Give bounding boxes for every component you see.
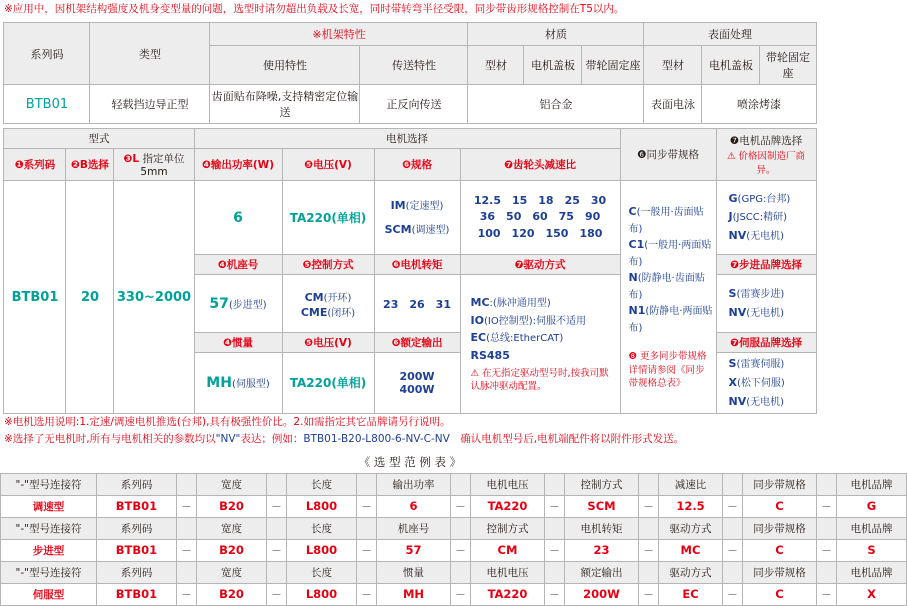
label-voltage-2: ❺电压(V)	[282, 333, 374, 353]
value-torque: 23 26 31	[374, 275, 460, 333]
sep-h3-3	[357, 561, 377, 583]
sep-h3-8	[817, 561, 837, 583]
sample-row-label-3: 伺服型	[1, 583, 97, 605]
col-transfer-feature: 传送特性	[360, 46, 468, 85]
col-surface-cover: 电机盖板	[702, 46, 760, 85]
label-length-sup: ❸L	[123, 153, 140, 166]
col-material-profile: 型材	[468, 46, 524, 85]
sample-v3-c7: EC	[659, 583, 723, 605]
dash-2-5: －	[545, 539, 565, 561]
dash-3-1: －	[177, 583, 197, 605]
dash-1-6: －	[639, 495, 659, 517]
dash-2-8: －	[817, 539, 837, 561]
value-length: 330~2000	[114, 181, 194, 414]
sep-h1-8	[817, 473, 837, 495]
label-torque: ❻电机转矩	[374, 255, 460, 275]
servo-s: S	[728, 357, 737, 371]
servo-s-sub: (雷赛伺服)	[736, 359, 785, 371]
col-material-base: 带轮固定座	[582, 46, 644, 85]
sample-h2-c1: 系列码	[97, 517, 177, 539]
sample-v3-c5: TA220	[471, 583, 545, 605]
group-motor-brand-note: ⚠ 价格因制造厂商异。	[726, 151, 806, 177]
label-drive-mode: ❼驱动方式	[460, 255, 620, 275]
value-frame-no	[194, 275, 282, 333]
value-belt-spec	[620, 181, 716, 414]
sample-row-label-1: 调速型	[1, 495, 97, 517]
sample-h2-c9: 电机品牌	[837, 517, 907, 539]
drive-mc-sub: :(脉冲通用型)	[489, 298, 551, 310]
sep-h2-3	[357, 517, 377, 539]
ctrl-cme: CME	[300, 305, 328, 319]
sample-h2-c5: 控制方式	[471, 517, 545, 539]
value-series-code-2: BTB01	[4, 181, 66, 414]
ctrl-cme-sub: (闭环)	[327, 307, 356, 319]
sample-h1-c4: 输出功率	[377, 473, 451, 495]
sample-h3-c6: 额定输出	[565, 561, 639, 583]
sample-h2-c3: 长度	[287, 517, 357, 539]
value-motor-brand	[716, 181, 816, 255]
dash-3-5: －	[545, 583, 565, 605]
note-nv-token: "NV"	[215, 433, 241, 446]
sample-v2-c8: C	[743, 539, 817, 561]
value-surface-profile: 表面电泳	[644, 85, 702, 124]
ratio-row-1: 12.5 15 18 25 30	[473, 193, 607, 207]
label-length	[114, 149, 194, 181]
belt-n-sub: (防静电·齿面贴布)	[628, 273, 705, 301]
sample-h3-c4: 惯量	[377, 561, 451, 583]
belt-c: C	[628, 205, 637, 219]
sep-h3-1	[177, 561, 197, 583]
sample-connector-label-2: "-"型号连接符	[1, 517, 97, 539]
spec-table	[3, 22, 816, 124]
note-nv-pre: ※选择了无电机时,所有与电机相关的参数均以	[4, 433, 216, 446]
drive-io: IO	[470, 313, 484, 327]
sample-v2-c5: CM	[471, 539, 545, 561]
sep-h1-5	[545, 473, 565, 495]
note-nv	[4, 431, 820, 448]
drive-ec: EC	[470, 331, 487, 345]
sample-connector-label-3: "-"型号连接符	[1, 561, 97, 583]
servo-nv: NV	[728, 394, 747, 408]
note-nv-mid: 表达；例如：	[240, 433, 304, 446]
label-frame-no: ❹机座号	[194, 255, 282, 275]
drive-rs: RS485	[470, 348, 510, 362]
label-length-unit: 指定单位5mm	[140, 153, 185, 179]
servo-x-sub: (松下伺服)	[737, 377, 785, 389]
sample-h3-c1: 系列码	[97, 561, 177, 583]
value-drive-mode	[460, 275, 620, 413]
dash-2-2: －	[267, 539, 287, 561]
drive-mc: MC	[470, 296, 490, 310]
frame-no-sub: (步进型)	[228, 299, 267, 311]
sample-v3-c9: X	[837, 583, 907, 605]
label-control-mode: ❺控制方式	[282, 255, 374, 275]
sample-v1-c9: G	[837, 495, 907, 517]
belt-more-note: ❽ 更多同步带规格详情请参阅《同步带规格总表》	[628, 351, 707, 389]
sep-h1-7	[723, 473, 743, 495]
sample-v3-c4: MH	[377, 583, 451, 605]
sample-v3-c6: 200W	[565, 583, 639, 605]
note-nv-model: BTB01-B20-L800-6-NV-C-NV	[303, 433, 450, 446]
sep-h2-2	[267, 517, 287, 539]
drive-warning: ⚠ 在无指定驱动型号时,按我司默认脉冲驱动配置。	[470, 367, 609, 392]
dash-2-4: －	[451, 539, 471, 561]
value-gear-ratios	[460, 181, 620, 255]
sample-h3-c7: 驱动方式	[659, 561, 723, 583]
sep-h3-6	[639, 561, 659, 583]
col-surface-profile: 型材	[644, 46, 702, 85]
sample-v1-c1: BTB01	[97, 495, 177, 517]
group-belt-spec: ❻同步带规格	[620, 129, 716, 181]
sample-v3-c3: L800	[287, 583, 357, 605]
sep-h3-7	[723, 561, 743, 583]
stepper-nv: NV	[728, 305, 747, 319]
brand-g-sub: (GPG:台邦)	[737, 193, 791, 205]
top-note: ※应用中，因机架结构强度及机身变型量的问题，选型时请勿超出负载及长宽，同时带转弯半径受限，同步带齿形规格控制在T5以内。	[4, 3, 625, 15]
note-motor	[4, 414, 820, 431]
brand-j-sub: (JSCC:精研)	[732, 212, 788, 224]
rated-1: 200W	[399, 369, 435, 383]
sample-v3-c8: C	[743, 583, 817, 605]
servo-nv-sub: (无电机)	[746, 396, 785, 408]
sample-v2-c3: L800	[287, 539, 357, 561]
sample-v1-c7: 12.5	[659, 495, 723, 517]
dash-3-7: －	[723, 583, 743, 605]
sample-h1-c9: 电机品牌	[837, 473, 907, 495]
sample-h1-c5: 电机电压	[471, 473, 545, 495]
col-series-code: 系列码	[4, 23, 90, 85]
dash-3-6: －	[639, 583, 659, 605]
sample-v2-c4: 57	[377, 539, 451, 561]
sample-h3-c5: 电机电压	[471, 561, 545, 583]
dash-1-5: －	[545, 495, 565, 517]
value-rated-output	[374, 353, 460, 413]
sample-v1-c3: L800	[287, 495, 357, 517]
note-motor-brand: (台邦)	[176, 416, 207, 429]
col-surface: 表面处理	[644, 23, 816, 46]
value-voltage-3: TA220(单相)	[282, 353, 374, 413]
sep-h2-4	[451, 517, 471, 539]
dash-1-3: －	[357, 495, 377, 517]
belt-c1: C1	[628, 238, 645, 252]
col-type: 类型	[90, 23, 210, 85]
brand-nv: NV	[728, 229, 747, 243]
sample-v1-c5: TA220	[471, 495, 545, 517]
sample-v2-c2: B20	[197, 539, 267, 561]
dash-3-2: －	[267, 583, 287, 605]
selection-table	[3, 128, 816, 414]
spec-im-sub: (定速型)	[405, 201, 444, 213]
spec-scm-sub: (调速型)	[411, 224, 450, 236]
sample-table-title: 《 选 型 范 例 表 》	[358, 454, 462, 469]
dash-2-7: －	[723, 539, 743, 561]
col-material-cover: 电机盖板	[524, 46, 582, 85]
sep-h1-1	[177, 473, 197, 495]
group-model: 型式	[4, 129, 194, 149]
ctrl-cm-sub: (开环)	[323, 292, 352, 304]
dash-1-2: －	[267, 495, 287, 517]
sample-h2-c2: 宽度	[197, 517, 267, 539]
note-motor-post: ,具有极强性价比。2.如需指定其它品牌请另行说明。	[206, 416, 451, 429]
sample-v1-c4: 6	[377, 495, 451, 517]
value-b-select: 20	[66, 181, 114, 414]
sample-h2-c8: 同步带规格	[743, 517, 817, 539]
col-surface-base: 带轮固定座	[760, 46, 816, 85]
brand-nv-sub: (无电机)	[746, 231, 785, 243]
sample-h3-c9: 电机品牌	[837, 561, 907, 583]
sep-h1-3	[357, 473, 377, 495]
belt-c1-sub: (一般用·两面贴布)	[628, 240, 712, 268]
dash-1-7: －	[723, 495, 743, 517]
sample-v1-c2: B20	[197, 495, 267, 517]
group-motor-brand	[716, 129, 816, 181]
dash-3-8: －	[817, 583, 837, 605]
sample-table	[0, 473, 907, 606]
value-power: 6	[194, 181, 282, 255]
sep-h1-4	[451, 473, 471, 495]
belt-n1-sub: (防静电·两面贴布)	[628, 306, 713, 334]
sample-h3-c2: 宽度	[197, 561, 267, 583]
value-stepper-brand	[716, 275, 816, 333]
sample-v1-c8: C	[743, 495, 817, 517]
frame-no-value: 57	[209, 295, 229, 312]
drive-io-sub: (IO控制型):伺服不适用	[483, 315, 586, 327]
sample-v2-c6: 23	[565, 539, 639, 561]
rated-2: 400W	[399, 382, 435, 396]
label-voltage: ❺电压(V)	[282, 149, 374, 181]
dash-3-4: －	[451, 583, 471, 605]
sample-row-label-2: 步进型	[1, 539, 97, 561]
value-material: 铝合金	[468, 85, 644, 124]
spec-im: IM	[390, 199, 406, 213]
label-gear-ratio: ❼齿轮头减速比	[460, 149, 620, 181]
value-series-code: BTB01	[4, 85, 90, 124]
group-motor-select: 电机选择	[194, 129, 620, 149]
belt-n: N	[628, 271, 638, 285]
dash-1-4: －	[451, 495, 471, 517]
sep-h2-1	[177, 517, 197, 539]
col-use-feature: 使用特性	[210, 46, 360, 85]
sep-h2-8	[817, 517, 837, 539]
sep-h3-2	[267, 561, 287, 583]
sample-h1-c7: 减速比	[659, 473, 723, 495]
sample-h1-c2: 宽度	[197, 473, 267, 495]
value-inertia	[194, 353, 282, 413]
dash-1-8: －	[817, 495, 837, 517]
brand-g: G	[728, 191, 738, 205]
sep-h2-5	[545, 517, 565, 539]
value-surface-cover-base: 喷涂烤漆	[702, 85, 816, 124]
sample-v2-c1: BTB01	[97, 539, 177, 561]
value-spec	[374, 181, 460, 255]
selection-notes	[0, 414, 820, 448]
value-use-feature: 齿面贴布降噪,支持精密定位输送	[210, 85, 360, 124]
value-servo-brand	[716, 353, 816, 414]
note-motor-pre: ※电机选用说明:1.定速/调速电机推选	[4, 416, 177, 429]
label-b-select: ❷B选择	[66, 149, 114, 181]
sample-h2-c4: 机座号	[377, 517, 451, 539]
label-rated-output: ❻额定输出	[374, 333, 460, 353]
ctrl-cm: CM	[304, 290, 324, 304]
sep-h2-6	[639, 517, 659, 539]
sample-h1-c1: 系列码	[97, 473, 177, 495]
dash-3-3: －	[357, 583, 377, 605]
group-motor-brand-label: ❼电机品牌选择	[729, 135, 803, 148]
sample-v2-c9: S	[837, 539, 907, 561]
label-spec: ❻规格	[374, 149, 460, 181]
stepper-s-sub: (雷赛步进)	[736, 289, 785, 301]
note-nv-post: 确认电机型号后,电机端配件将以附件形式发送。	[460, 433, 685, 446]
col-material: 材质	[468, 23, 644, 46]
dash-2-6: －	[639, 539, 659, 561]
label-power: ❹输出功率(W)	[194, 149, 282, 181]
value-control-mode	[282, 275, 374, 333]
belt-n1: N1	[628, 304, 646, 318]
label-servo-brand: ❼伺服品牌选择	[716, 333, 816, 353]
stepper-s: S	[728, 287, 737, 301]
col-frame-feature: ※机架特性	[210, 23, 468, 46]
sample-v3-c1: BTB01	[97, 583, 177, 605]
sample-h1-c3: 长度	[287, 473, 357, 495]
sample-h1-c6: 控制方式	[565, 473, 639, 495]
label-series-code: ❶系列码	[4, 149, 66, 181]
value-voltage-1: TA220(单相)	[282, 181, 374, 255]
dash-2-1: －	[177, 539, 197, 561]
sample-v1-c6: SCM	[565, 495, 639, 517]
sample-h2-c7: 驱动方式	[659, 517, 723, 539]
sep-h3-5	[545, 561, 565, 583]
belt-c-sub: (一般用·齿面贴布)	[628, 207, 704, 235]
ratio-row-3: 100 120 150 180	[477, 226, 603, 240]
label-inertia: ❹惯量	[194, 333, 282, 353]
sample-v2-c7: MC	[659, 539, 723, 561]
stepper-nv-sub: (无电机)	[746, 307, 785, 319]
sample-v3-c2: B20	[197, 583, 267, 605]
dash-1-1: －	[177, 495, 197, 517]
dash-2-3: －	[357, 539, 377, 561]
inertia-sub: (伺服型)	[231, 378, 270, 390]
spec-scm: SCM	[384, 222, 412, 236]
sep-h1-2	[267, 473, 287, 495]
sample-h3-c3: 长度	[287, 561, 357, 583]
sep-h3-4	[451, 561, 471, 583]
value-type: 轻载挡边导正型	[90, 85, 210, 124]
sep-h1-6	[639, 473, 659, 495]
label-stepper-brand: ❼步进品牌选择	[716, 255, 816, 275]
value-transfer-feature: 正反向传送	[360, 85, 468, 124]
sample-h3-c8: 同步带规格	[743, 561, 817, 583]
sample-h2-c6: 电机转矩	[565, 517, 639, 539]
drive-ec-sub: (总线:EtherCAT)	[486, 333, 564, 345]
sep-h2-7	[723, 517, 743, 539]
servo-x: X	[728, 375, 737, 389]
sample-connector-label-1: "-"型号连接符	[1, 473, 97, 495]
inertia-value: MH	[206, 374, 232, 391]
ratio-row-2: 36 50 60 75 90	[479, 210, 601, 224]
brand-j: J	[728, 210, 733, 224]
sample-h1-c8: 同步带规格	[743, 473, 817, 495]
